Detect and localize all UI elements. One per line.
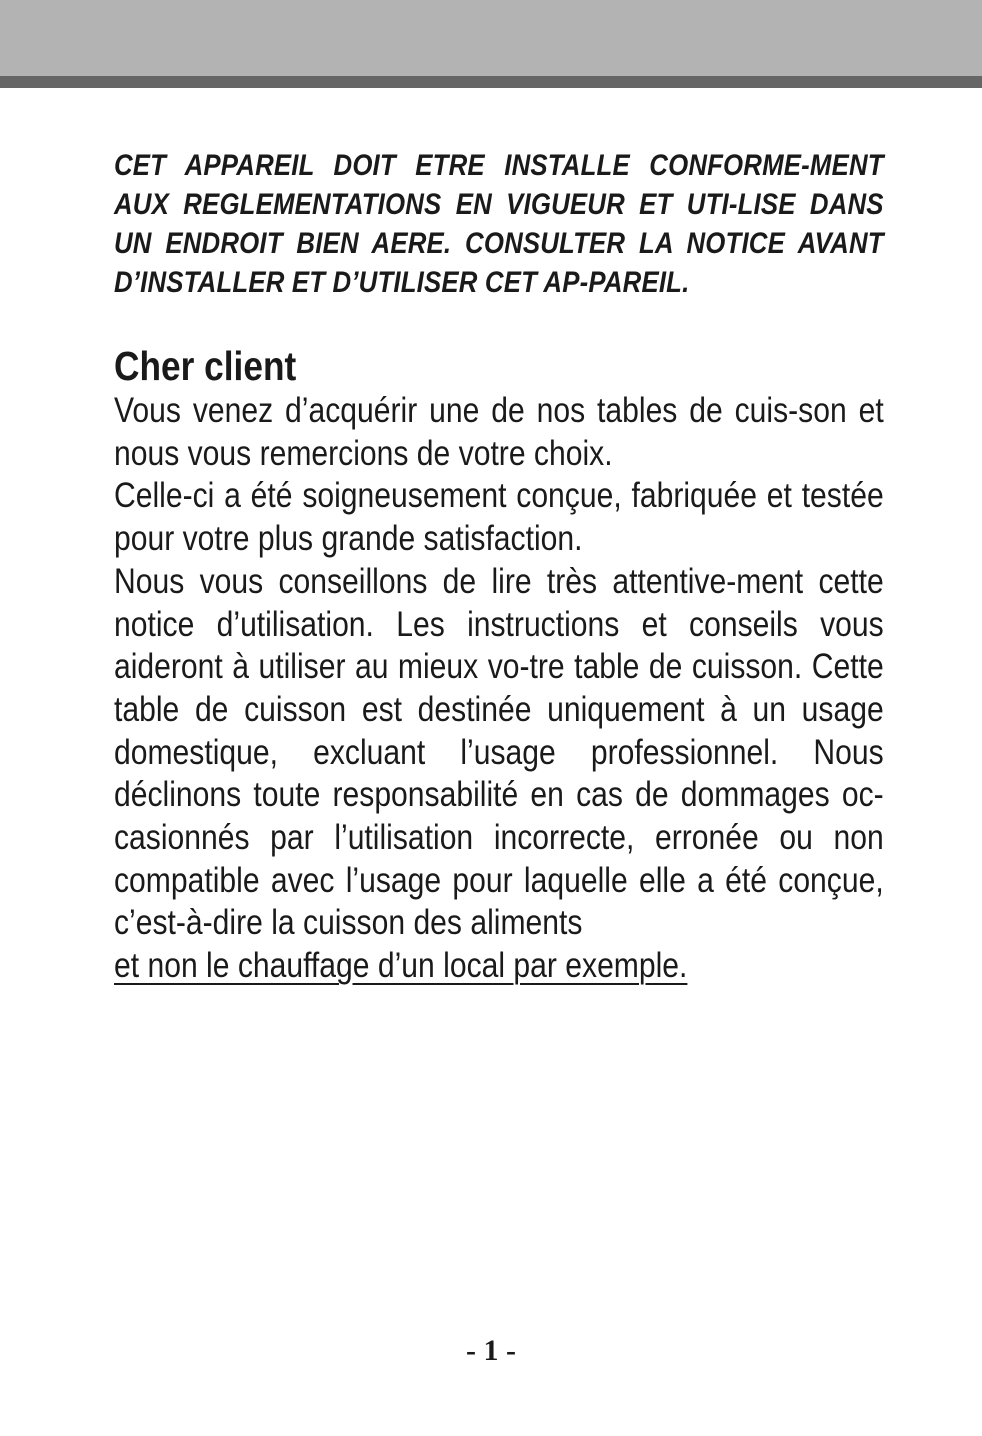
paragraph-1: Vous venez d’acquérir une de nos tables de cuis-son et nous vous remercions de votre choix. xyxy=(114,391,884,473)
intro-text xyxy=(114,390,884,988)
page-number: - 1 - xyxy=(466,1334,516,1367)
section-heading: Cher client xyxy=(114,343,297,389)
underlined-closing-line: et non le chauffage d’un local par exemple. xyxy=(114,946,688,986)
safety-warning: CET APPAREIL DOIT ETRE INSTALLE CONFORME-MENT AUX REGLEMENTATIONS EN VIGUEUR ET UTI-LISE DANS UN ENDROIT BIEN AERE. CONSULTER LA NOTICE AVANT D’INSTALLER ET D’UTILISER CET AP-PAREIL. xyxy=(114,149,884,299)
paragraph-2: Celle-ci a été soigneusement conçue, fabriquée et testée pour votre plus grande satisfaction. xyxy=(114,476,884,559)
header-stripe xyxy=(0,76,982,88)
header-band xyxy=(0,0,982,76)
paragraph-3: Nous vous conseillons de lire très attentive-ment cette notice d’utilisation. Les instructions et conseils vous aideront à utiliser au mieux vo-tre table de cuisson. Cette table de cuisson est destinée uniquement à un usage domestique, excluant l’usage professionnel. Nous déclinons toute responsabilité en cas de dommages oc-casionnés par l’utilisation incorrecte, erronée ou non compatible avec l’usage pour laquelle elle a été conçue, c’est-à-dire la cuisson des aliments xyxy=(114,561,884,943)
page-content xyxy=(114,146,884,988)
